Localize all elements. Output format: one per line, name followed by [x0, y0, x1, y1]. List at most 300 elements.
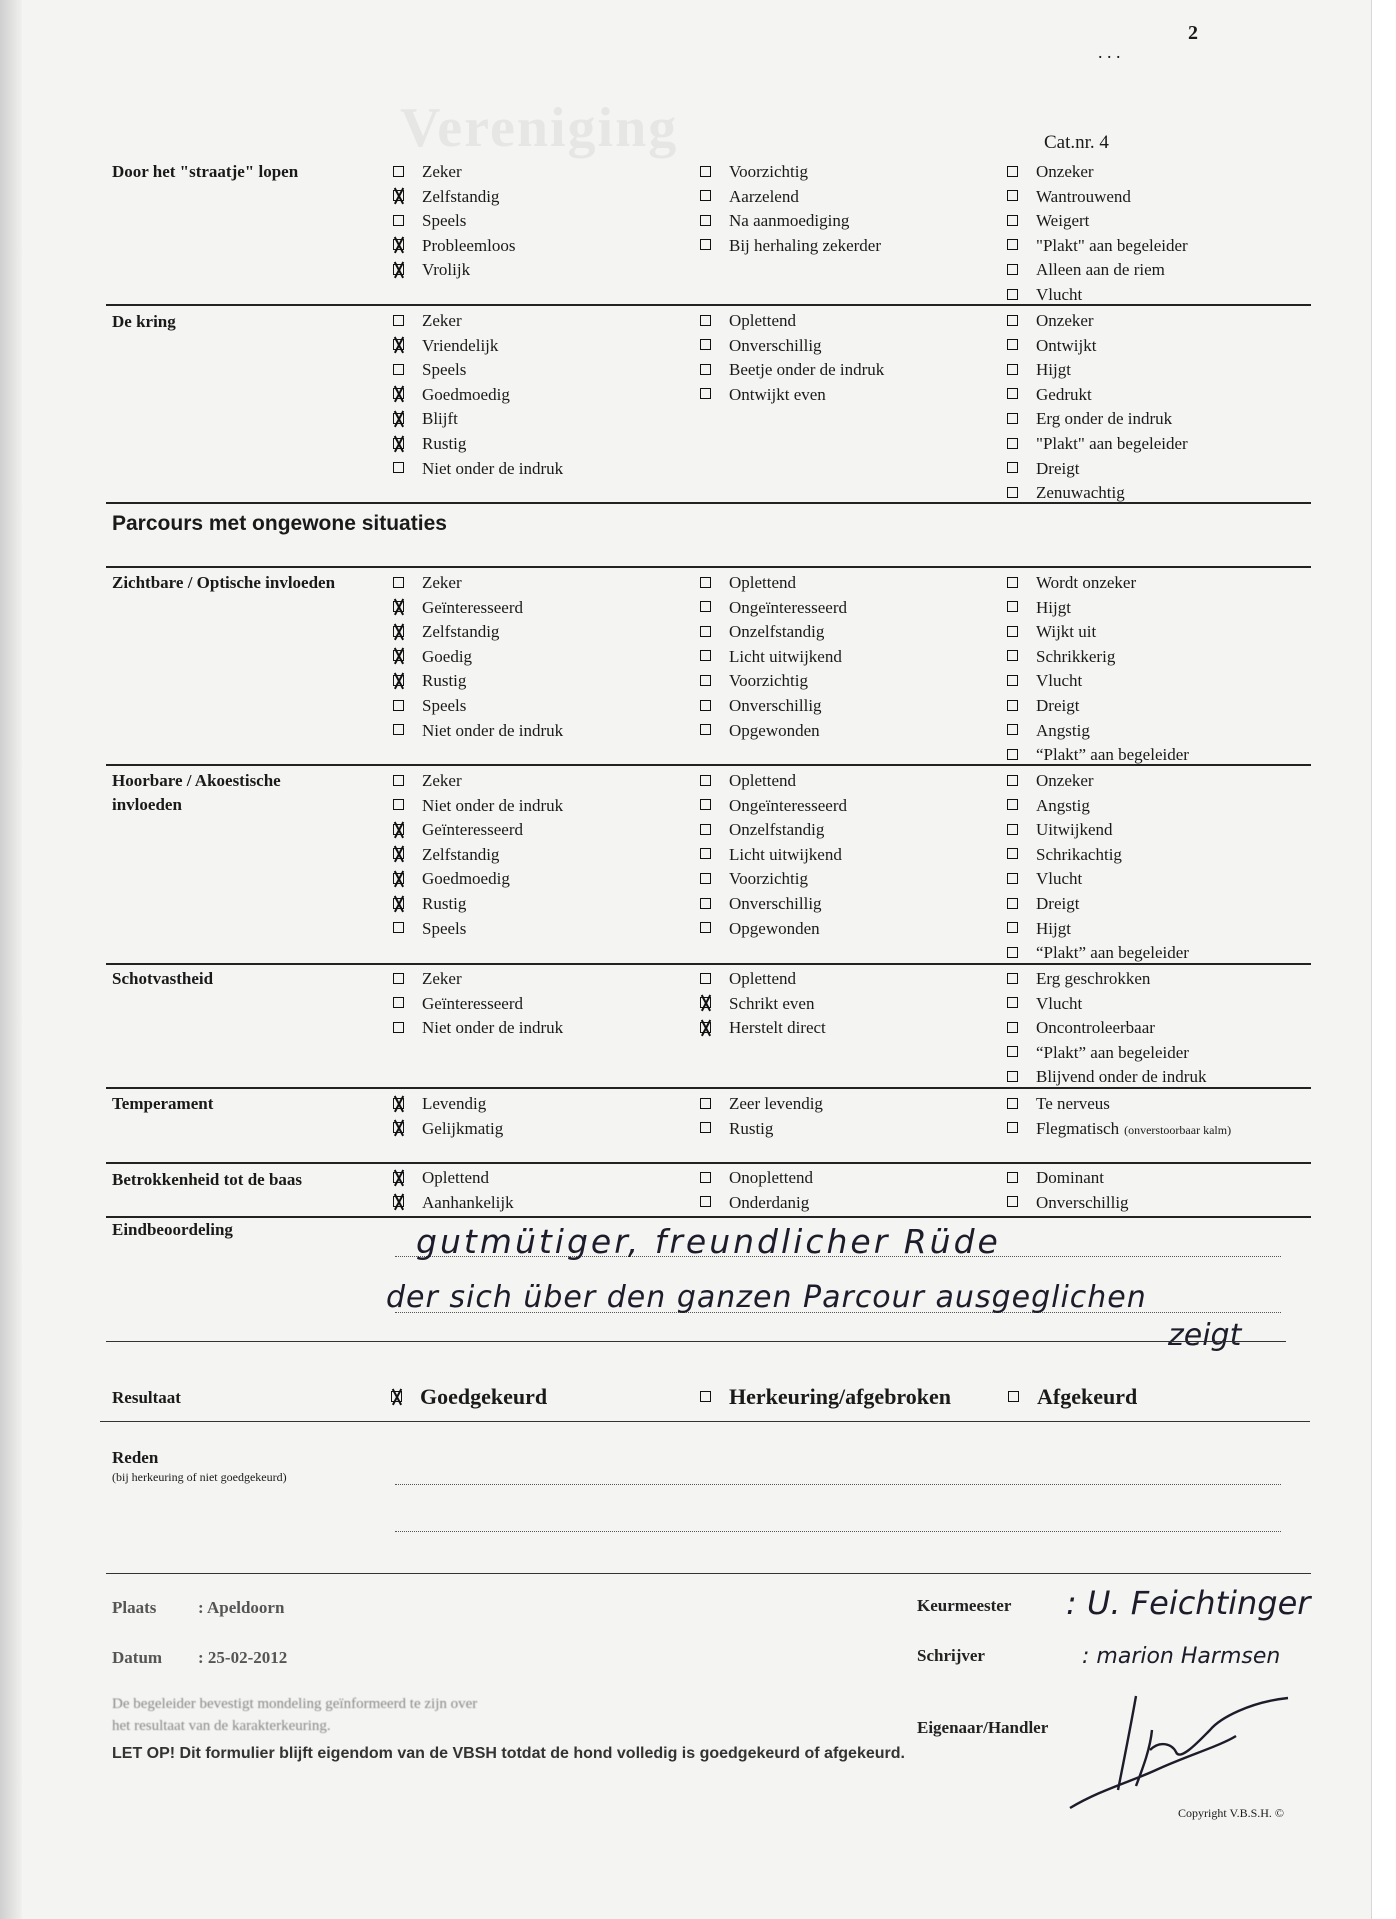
- checkbox[interactable]: [1007, 799, 1018, 810]
- checkbox-checked[interactable]: [700, 1022, 711, 1033]
- check-label: Onzelfstandig: [729, 820, 825, 840]
- check-item[interactable]: [1007, 185, 1188, 210]
- check-item[interactable]: [393, 1166, 514, 1191]
- check-item[interactable]: [1007, 1166, 1129, 1191]
- checkbox[interactable]: [393, 462, 404, 473]
- letop-notice: LET OP! Dit formulier blijft eigendom van de VBSH totdat de hond volledig is goedgekeurd of afgekeurd.: [112, 1745, 905, 1762]
- check-item[interactable]: [1007, 794, 1189, 819]
- checkbox[interactable]: [1007, 264, 1018, 275]
- checkbox[interactable]: [1007, 166, 1018, 177]
- check-item[interactable]: [700, 967, 826, 992]
- checkbox[interactable]: [1007, 724, 1018, 735]
- check-label: Zeker: [422, 969, 462, 988]
- checkbox[interactable]: [1007, 675, 1018, 686]
- check-item[interactable]: [700, 185, 881, 210]
- section-label-schot: Schotvastheid: [112, 969, 214, 988]
- checkbox[interactable]: [700, 1172, 711, 1183]
- check-label: Onverschillig: [1036, 1192, 1129, 1212]
- checkbox-checked[interactable]: [393, 675, 404, 686]
- checkbox-checked[interactable]: [393, 1196, 404, 1207]
- checkbox[interactable]: [700, 339, 711, 350]
- disclaimer-2: het resultaat van de karakterkeuring.: [112, 1718, 331, 1734]
- check-item[interactable]: [393, 620, 563, 645]
- checkbox[interactable]: [393, 215, 404, 226]
- check-label: Herstelt direct: [729, 1018, 826, 1038]
- check-label: "Plakt" aan begeleider: [1036, 235, 1188, 255]
- check-item[interactable]: [1007, 669, 1189, 694]
- header-dots: . . .: [1098, 42, 1121, 62]
- check-label: Dominant: [1036, 1168, 1104, 1187]
- check-label: Licht uitwijkend: [729, 646, 842, 666]
- check-label: Zeker: [422, 162, 462, 181]
- checkbox[interactable]: [700, 724, 711, 735]
- check-item[interactable]: [1007, 1117, 1231, 1142]
- check-item[interactable]: [1007, 407, 1188, 432]
- col-straatje-2: [700, 160, 881, 258]
- check-label: Aanhankelijk: [422, 1192, 514, 1212]
- check-item[interactable]: [393, 867, 563, 892]
- check-item[interactable]: [700, 645, 847, 670]
- checkbox[interactable]: [700, 315, 711, 326]
- check-item[interactable]: [700, 794, 847, 819]
- check-label: Rustig: [729, 1118, 774, 1138]
- checkbox[interactable]: [1008, 1391, 1019, 1402]
- col-baas-1: [393, 1166, 514, 1215]
- check-label: Na aanmoediging: [729, 211, 850, 231]
- check-item[interactable]: [393, 234, 516, 259]
- checkbox[interactable]: [1007, 315, 1018, 326]
- checkbox[interactable]: [1007, 997, 1018, 1008]
- check-item[interactable]: [393, 843, 563, 868]
- check-item[interactable]: [393, 967, 563, 992]
- col-hoor-3: [1007, 769, 1189, 966]
- checkbox-checked[interactable]: [393, 873, 404, 884]
- checkbox[interactable]: [700, 675, 711, 686]
- checkbox[interactable]: [1007, 973, 1018, 984]
- checkbox[interactable]: [1007, 1046, 1018, 1057]
- check-item[interactable]: [393, 794, 563, 819]
- checkbox[interactable]: [1007, 922, 1018, 933]
- check-item[interactable]: [393, 1191, 514, 1216]
- check-item[interactable]: [700, 1191, 813, 1216]
- option-afgekeurd[interactable]: Afgekeurd: [1008, 1384, 1137, 1410]
- check-item[interactable]: [393, 694, 563, 719]
- check-item[interactable]: [1007, 596, 1189, 621]
- check-label: Oplettend: [729, 771, 797, 790]
- checkbox[interactable]: [1007, 1172, 1018, 1183]
- checkbox[interactable]: [700, 824, 711, 835]
- check-label: Voorzichtig: [729, 869, 809, 889]
- check-label: Gedrukt: [1036, 384, 1092, 404]
- checkbox[interactable]: [700, 973, 711, 984]
- check-item[interactable]: [700, 719, 847, 744]
- check-item[interactable]: [700, 992, 826, 1017]
- check-item[interactable]: [1007, 1092, 1231, 1117]
- checkbox[interactable]: [1007, 190, 1018, 201]
- check-label: Rustig: [422, 433, 467, 453]
- checkbox-checked[interactable]: [393, 264, 404, 275]
- checkbox[interactable]: [393, 973, 404, 984]
- check-item[interactable]: [700, 818, 847, 843]
- check-label: Dreigt: [1036, 458, 1080, 478]
- checkbox[interactable]: [1007, 438, 1018, 449]
- check-label: Licht uitwijkend: [729, 844, 842, 864]
- check-item[interactable]: [393, 258, 516, 283]
- check-item[interactable]: [393, 992, 563, 1017]
- col-straatje-3: [1007, 160, 1188, 308]
- check-label: Dreigt: [1036, 695, 1080, 715]
- checkbox[interactable]: [393, 799, 404, 810]
- check-item[interactable]: [1007, 941, 1189, 966]
- check-label: Hijgt: [1036, 918, 1071, 938]
- checkbox[interactable]: [700, 873, 711, 884]
- checkbox[interactable]: [1007, 239, 1018, 250]
- check-item[interactable]: [1007, 457, 1188, 482]
- checkbox[interactable]: [700, 1391, 711, 1402]
- check-item[interactable]: [1007, 818, 1189, 843]
- check-label: Levendig: [422, 1094, 487, 1113]
- check-item[interactable]: [393, 917, 563, 942]
- checkbox-checked[interactable]: [391, 1391, 402, 1402]
- checkbox[interactable]: [393, 315, 404, 326]
- schrijver-value: : marion Harmsen: [1082, 1644, 1281, 1669]
- reden-line-2[interactable]: [395, 1531, 1281, 1532]
- option-herkeuring[interactable]: Herkeuring/afgebroken: [700, 1384, 951, 1410]
- checkbox[interactable]: [700, 215, 711, 226]
- check-item[interactable]: [393, 645, 563, 670]
- check-label: Onderdanig: [729, 1192, 810, 1212]
- watermark: Vereniging: [400, 97, 679, 159]
- check-item[interactable]: [700, 596, 847, 621]
- eind-line1: gutmütiger, freundlicher Rüde: [416, 1222, 1001, 1261]
- checkbox-checked[interactable]: [393, 626, 404, 637]
- check-item[interactable]: [393, 309, 563, 334]
- checkbox[interactable]: [1007, 1022, 1018, 1033]
- checkbox[interactable]: [1007, 388, 1018, 399]
- checkbox[interactable]: [700, 190, 711, 201]
- schrijver-label: Schrijver: [917, 1646, 985, 1665]
- check-item[interactable]: [1007, 358, 1188, 383]
- check-note: (onverstoorbaar kalm): [1124, 1122, 1232, 1137]
- check-label: Niet onder de indruk: [422, 1018, 564, 1038]
- check-item[interactable]: [1007, 432, 1188, 457]
- checkbox[interactable]: [1007, 1071, 1018, 1082]
- check-item[interactable]: [1007, 283, 1188, 308]
- check-label: Oncontroleerbaar: [1036, 1018, 1155, 1038]
- checkbox[interactable]: [700, 775, 711, 786]
- checkbox[interactable]: [393, 166, 404, 177]
- checkbox[interactable]: [1007, 487, 1018, 498]
- check-label: Flegmatisch: [1036, 1118, 1120, 1138]
- keurmeester-value: : U. Feichtinger: [1066, 1584, 1311, 1622]
- check-item[interactable]: [700, 917, 847, 942]
- check-label: Schrikkerig: [1036, 646, 1116, 666]
- check-item[interactable]: [1007, 645, 1189, 670]
- checkbox[interactable]: [393, 724, 404, 735]
- check-item[interactable]: [700, 334, 884, 359]
- reden-sub: (bij herkeuring of niet goedgekeurd): [112, 1470, 287, 1484]
- check-item[interactable]: [393, 160, 516, 185]
- check-label: Dreigt: [1036, 893, 1080, 913]
- check-label: Oplettend: [729, 573, 797, 592]
- check-label: Vlucht: [1036, 869, 1083, 889]
- resultaat-label: Resultaat: [112, 1388, 181, 1407]
- check-item[interactable]: [700, 1016, 826, 1041]
- check-label: Geïnteresseerd: [422, 597, 524, 617]
- check-item[interactable]: [1007, 571, 1189, 596]
- checkbox[interactable]: [700, 1196, 711, 1207]
- check-item[interactable]: [393, 669, 563, 694]
- checkbox[interactable]: [1007, 824, 1018, 835]
- checkbox-checked[interactable]: [393, 1098, 404, 1109]
- check-label: Niet onder de indruk: [422, 795, 564, 815]
- check-item[interactable]: [1007, 309, 1188, 334]
- checkbox[interactable]: [700, 364, 711, 375]
- check-item[interactable]: [1007, 1065, 1206, 1090]
- check-item[interactable]: [700, 843, 847, 868]
- checkbox[interactable]: [1007, 700, 1018, 711]
- checkbox[interactable]: [1007, 898, 1018, 909]
- checkbox-checked[interactable]: [393, 1172, 404, 1183]
- check-label: Zeker: [422, 573, 462, 592]
- check-item[interactable]: [393, 407, 563, 432]
- checkbox[interactable]: [700, 898, 711, 909]
- checkbox-checked[interactable]: [393, 650, 404, 661]
- check-label: Geïnteresseerd: [422, 820, 524, 840]
- checkbox[interactable]: [700, 1098, 711, 1109]
- check-item[interactable]: [700, 571, 847, 596]
- check-item[interactable]: [393, 719, 563, 744]
- check-item[interactable]: [1007, 843, 1189, 868]
- check-label: Onzeker: [1036, 771, 1094, 790]
- check-label: Rustig: [422, 893, 467, 913]
- datum-label: Datum: [112, 1648, 163, 1667]
- checkbox-checked[interactable]: [393, 388, 404, 399]
- check-item[interactable]: [1007, 694, 1189, 719]
- check-item[interactable]: [393, 209, 516, 234]
- check-label: Onverschillig: [729, 335, 822, 355]
- check-label: Zeker: [422, 311, 462, 330]
- checkbox[interactable]: [1007, 1196, 1018, 1207]
- checkbox[interactable]: [1007, 462, 1018, 473]
- check-item[interactable]: [1007, 258, 1188, 283]
- page-number: 2: [1188, 22, 1198, 44]
- checkbox[interactable]: [1007, 848, 1018, 859]
- checkbox[interactable]: [700, 700, 711, 711]
- checkbox[interactable]: [700, 650, 711, 661]
- eigenaar-label: Eigenaar/Handler: [917, 1718, 1049, 1737]
- checkbox-checked[interactable]: [393, 438, 404, 449]
- checkbox[interactable]: [1007, 749, 1018, 760]
- checkbox[interactable]: [700, 1122, 711, 1133]
- check-label: Onverschillig: [729, 695, 822, 715]
- checkbox[interactable]: [700, 166, 711, 177]
- checkbox[interactable]: [393, 922, 404, 933]
- check-label: Oplettend: [729, 969, 797, 988]
- check-item[interactable]: [700, 867, 847, 892]
- check-item[interactable]: [700, 769, 847, 794]
- checkbox-checked[interactable]: [393, 848, 404, 859]
- checkbox[interactable]: [1007, 626, 1018, 637]
- check-item[interactable]: [393, 1016, 563, 1041]
- checkbox[interactable]: [700, 626, 711, 637]
- copyright: Copyright V.B.S.H. ©: [1178, 1806, 1285, 1820]
- check-item[interactable]: [1007, 867, 1189, 892]
- check-item[interactable]: [1007, 481, 1188, 506]
- col-schot-1: [393, 967, 563, 1041]
- check-label: Blijvend onder de indruk: [1036, 1067, 1207, 1087]
- checkbox[interactable]: [700, 388, 711, 399]
- reden-line-1[interactable]: [395, 1484, 1281, 1485]
- checkbox[interactable]: [1007, 413, 1018, 424]
- check-item[interactable]: [700, 669, 847, 694]
- checkbox[interactable]: [393, 577, 404, 588]
- check-item[interactable]: [393, 432, 563, 457]
- check-item[interactable]: [1007, 967, 1206, 992]
- check-item[interactable]: [1007, 620, 1189, 645]
- paper-edge: [1371, 0, 1396, 1919]
- cat-number: Cat.nr. 4: [1044, 132, 1109, 153]
- check-item[interactable]: [393, 818, 563, 843]
- section-label-kring: De kring: [112, 312, 176, 331]
- check-item[interactable]: [393, 596, 563, 621]
- checkbox[interactable]: [1007, 289, 1018, 300]
- reden-label: Reden: [112, 1448, 159, 1467]
- checkbox[interactable]: [393, 1022, 404, 1033]
- check-item[interactable]: [700, 309, 884, 334]
- check-item[interactable]: [393, 892, 563, 917]
- check-label: Probleemloos: [422, 235, 516, 255]
- check-item[interactable]: [393, 334, 563, 359]
- checkbox[interactable]: [1007, 650, 1018, 661]
- check-item[interactable]: [1007, 719, 1189, 744]
- check-label: Schrikachtig: [1036, 844, 1122, 864]
- check-item[interactable]: [1007, 743, 1189, 768]
- checkbox-checked[interactable]: [393, 601, 404, 612]
- check-item[interactable]: [700, 892, 847, 917]
- check-item[interactable]: [393, 358, 563, 383]
- col-hoor-1: [393, 769, 563, 941]
- checkbox-checked[interactable]: [393, 1122, 404, 1133]
- checkbox[interactable]: [393, 997, 404, 1008]
- col-hoor-2: [700, 769, 847, 941]
- check-item[interactable]: [1007, 1016, 1206, 1041]
- checkbox[interactable]: [1007, 364, 1018, 375]
- check-item[interactable]: [393, 383, 563, 408]
- check-label: Ongeïnteresseerd: [729, 795, 848, 815]
- check-label: Beetje onder de indruk: [729, 360, 885, 380]
- checkbox[interactable]: [1007, 339, 1018, 350]
- checkbox[interactable]: [1007, 215, 1018, 226]
- checkbox[interactable]: [1007, 873, 1018, 884]
- checkbox[interactable]: [1007, 775, 1018, 786]
- check-label: Erg geschrokken: [1036, 969, 1151, 988]
- check-item[interactable]: [1007, 209, 1188, 234]
- section-label-baas: Betrokkenheid tot de baas: [112, 1170, 303, 1189]
- check-item[interactable]: [700, 358, 884, 383]
- checkbox-checked[interactable]: [393, 898, 404, 909]
- checkbox[interactable]: [393, 775, 404, 786]
- check-item[interactable]: [1007, 383, 1188, 408]
- check-item[interactable]: [700, 1117, 823, 1142]
- checkbox[interactable]: [1007, 947, 1018, 958]
- datum-value: : 25-02-2012: [198, 1648, 288, 1667]
- checkbox[interactable]: [1007, 1098, 1018, 1109]
- checkbox[interactable]: [700, 601, 711, 612]
- check-item[interactable]: [700, 1092, 823, 1117]
- plaats-label: Plaats: [112, 1598, 157, 1617]
- check-item[interactable]: [700, 1166, 813, 1191]
- col-kring-3: [1007, 309, 1188, 506]
- check-item[interactable]: [393, 769, 563, 794]
- check-item[interactable]: [393, 571, 563, 596]
- checkbox[interactable]: [700, 848, 711, 859]
- check-label: "Plakt" aan begeleider: [1036, 433, 1188, 453]
- check-item[interactable]: [1007, 892, 1189, 917]
- checkbox[interactable]: [393, 700, 404, 711]
- check-item[interactable]: [700, 620, 847, 645]
- check-item[interactable]: [1007, 160, 1188, 185]
- col-schot-3: [1007, 967, 1206, 1090]
- check-label: Angstig: [1036, 720, 1090, 740]
- checkbox-checked[interactable]: [393, 824, 404, 835]
- checkbox[interactable]: [1007, 577, 1018, 588]
- check-item[interactable]: [700, 209, 881, 234]
- check-label: Zenuwachtig: [1036, 483, 1125, 503]
- check-item[interactable]: [393, 1092, 503, 1117]
- checkbox[interactable]: [1007, 1122, 1018, 1133]
- checkbox[interactable]: [700, 799, 711, 810]
- check-item[interactable]: [1007, 917, 1189, 942]
- check-item[interactable]: [700, 234, 881, 259]
- check-item[interactable]: [700, 694, 847, 719]
- checkbox[interactable]: [700, 577, 711, 588]
- checkbox-checked[interactable]: [393, 413, 404, 424]
- check-label: Zelfstandig: [422, 844, 500, 864]
- check-item[interactable]: [393, 185, 516, 210]
- col-kring-1: [393, 309, 563, 481]
- check-label: Vlucht: [1036, 993, 1083, 1013]
- check-item[interactable]: [1007, 1041, 1206, 1066]
- checkbox[interactable]: [393, 364, 404, 375]
- check-label: Uitwijkend: [1036, 820, 1113, 840]
- section-label-straatje: Door het "straatje" lopen: [112, 162, 299, 181]
- check-item[interactable]: [1007, 769, 1189, 794]
- check-label: Voorzichtig: [729, 671, 809, 691]
- checkbox-checked[interactable]: [700, 997, 711, 1008]
- option-goedgekeurd[interactable]: Goedgekeurd: [391, 1384, 547, 1410]
- col-schot-2: [700, 967, 826, 1041]
- checkbox-checked[interactable]: [393, 190, 404, 201]
- checkbox[interactable]: [700, 922, 711, 933]
- checkbox[interactable]: [1007, 601, 1018, 612]
- col-straatje-1: [393, 160, 516, 283]
- check-item[interactable]: [700, 160, 881, 185]
- check-label: Ontwijkt even: [729, 384, 826, 404]
- eind-label: Eindbeoordeling: [112, 1220, 233, 1239]
- check-item[interactable]: [700, 383, 884, 408]
- checkbox-checked[interactable]: [393, 339, 404, 350]
- check-item[interactable]: [1007, 334, 1188, 359]
- check-item[interactable]: [1007, 992, 1206, 1017]
- check-item[interactable]: [1007, 234, 1188, 259]
- check-item[interactable]: [393, 1117, 503, 1142]
- checkbox[interactable]: [700, 239, 711, 250]
- check-label: “Plakt” aan begeleider: [1036, 943, 1189, 963]
- check-item[interactable]: [393, 457, 563, 482]
- check-item[interactable]: [1007, 1191, 1129, 1216]
- checkbox-checked[interactable]: [393, 239, 404, 250]
